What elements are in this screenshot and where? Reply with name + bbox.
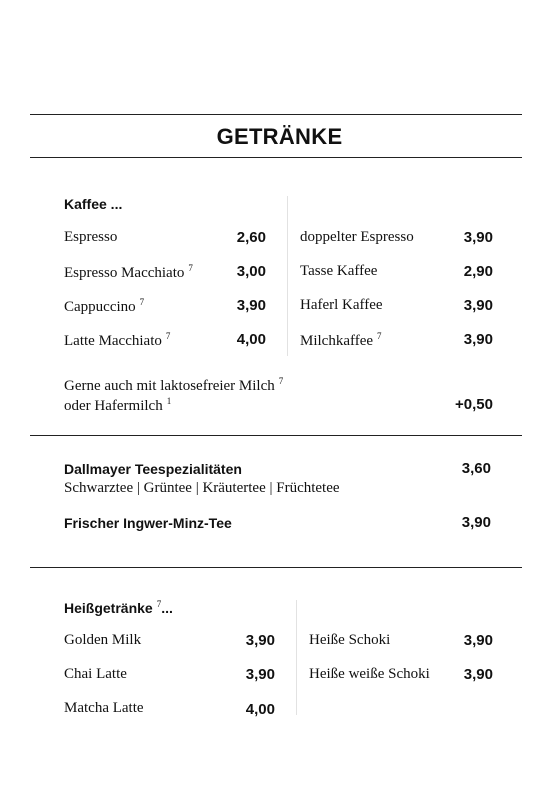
menu-item-price: 3,00: [236, 263, 266, 280]
milk-option-price: +0,50: [455, 396, 493, 413]
menu-item-name: Latte Macchiato $^7$: [64, 331, 171, 349]
title-underline: [30, 157, 522, 158]
dallmayer-heading: Dallmayer Teespezialitäten: [64, 461, 242, 477]
footnote-marker: 7: [156, 599, 162, 609]
menu-item-name: Chai Latte: [64, 666, 127, 682]
menu-item-name: Heiße Schoki: [309, 632, 391, 648]
tea-varieties: Schwarztee | Grüntee | Kräutertee | Früchtetee: [64, 480, 340, 496]
footnote-marker: 7: [278, 376, 284, 386]
footnote-marker: 7: [165, 331, 171, 341]
heiss-heading: Heißgetränke $^7$...: [64, 599, 173, 616]
dallmayer-price: 3,60: [461, 460, 491, 477]
menu-item-price: 3,90: [463, 331, 493, 348]
section-divider: [30, 435, 522, 436]
menu-item-price: 3,90: [245, 666, 275, 683]
kaffee-heading: Kaffee ...: [64, 196, 123, 212]
footnote-marker: 7: [188, 263, 193, 273]
ingwer-tea-price: 3,90: [461, 514, 491, 531]
menu-item-name: Tasse Kaffee: [300, 263, 378, 279]
menu-item-price: 3,90: [463, 229, 493, 246]
menu-item-price: 3,90: [463, 632, 493, 649]
menu-item-name: Milchkaffee $^7$: [300, 331, 382, 349]
section-divider: [30, 567, 522, 568]
footnote-marker: 7: [377, 331, 382, 341]
top-rule: [30, 114, 522, 115]
footnote-marker: 7: [139, 297, 145, 307]
menu-item-name: Haferl Kaffee: [300, 297, 383, 313]
page-title: GETRÄNKE: [216, 124, 343, 149]
footnote-marker: 1: [166, 396, 172, 406]
menu-item-price: 4,00: [245, 701, 275, 718]
menu-item-price: 3,90: [463, 297, 493, 314]
menu-item-name: doppelter Espresso: [300, 229, 414, 245]
milk-option-note: Gerne auch mit laktosefreier Milch $^7$: [64, 376, 284, 394]
menu-item-name: Matcha Latte: [64, 700, 144, 716]
menu-item-name: Espresso: [64, 229, 118, 245]
menu-item-name: Heiße weiße Schoki: [309, 666, 430, 682]
menu-item-price: 3,90: [245, 632, 275, 649]
kaffee-column-divider: [287, 196, 288, 356]
menu-item-price: 2,90: [463, 263, 493, 280]
menu-item-name: Golden Milk: [64, 632, 142, 648]
menu-item-name: Espresso Macchiato $^7$: [64, 263, 193, 281]
menu-item-price: 3,90: [236, 297, 266, 314]
ingwer-tea-heading: Frischer Ingwer-Minz-Tee: [64, 515, 232, 531]
menu-item-price: 4,00: [236, 331, 266, 348]
menu-item-name: Cappuccino $^7$: [64, 297, 145, 315]
milk-option-note: oder Hafermilch $^1$: [64, 396, 172, 414]
menu-item-price: 2,60: [236, 229, 266, 246]
heiss-column-divider: [296, 600, 297, 715]
menu-item-price: 3,90: [463, 666, 493, 683]
